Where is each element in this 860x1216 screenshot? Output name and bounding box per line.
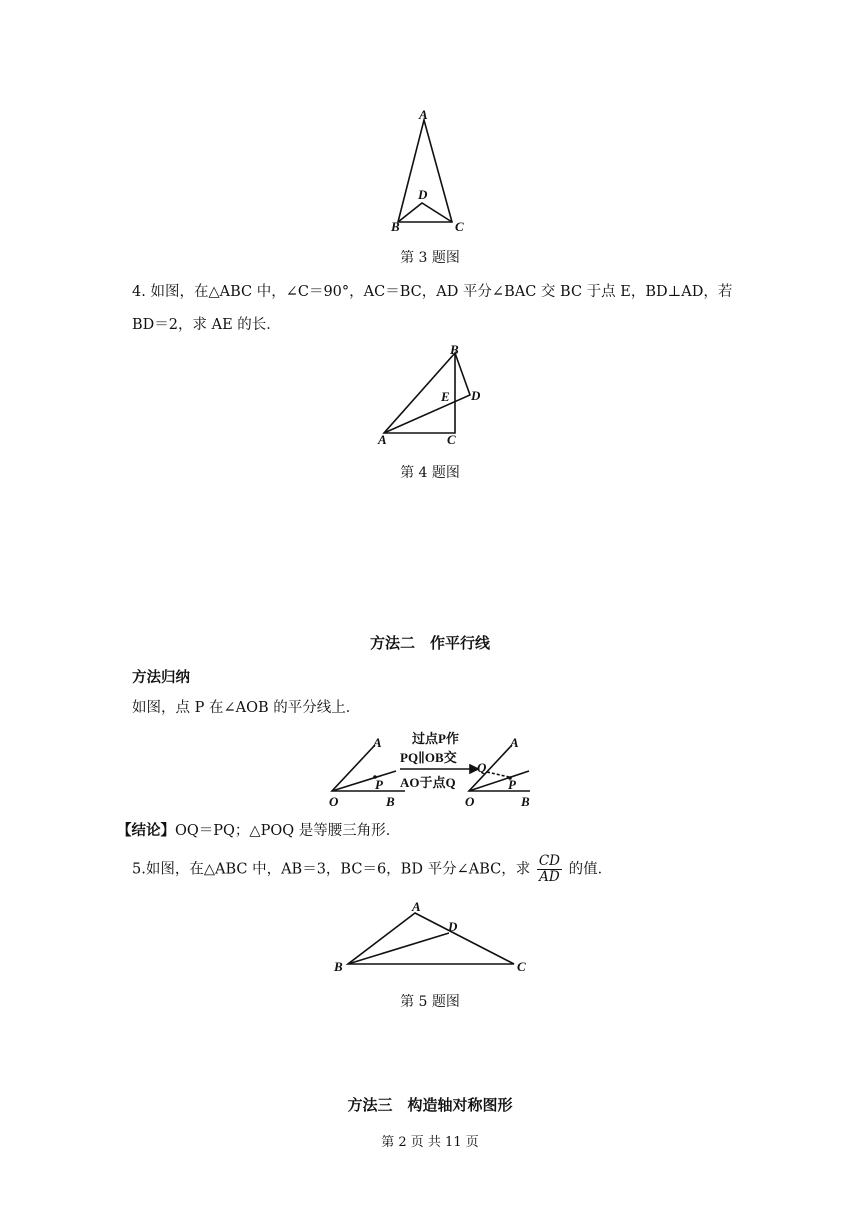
- label-a: A: [378, 432, 387, 447]
- label-b: B: [450, 342, 459, 357]
- label-a: A: [412, 899, 421, 914]
- conclusion-text: OQ＝PQ；△POQ 是等腰三角形．: [175, 823, 401, 839]
- label-d: D: [418, 187, 428, 202]
- triangle-abc: [398, 120, 452, 222]
- right-label-b: B: [521, 794, 530, 809]
- problem-5: [132, 854, 612, 885]
- method-3-heading: 方法三 构造轴对称图形: [347, 1096, 513, 1114]
- right-label-a: A: [510, 735, 519, 750]
- right-label-p: P: [508, 777, 516, 792]
- label-c: C: [447, 432, 456, 447]
- conclusion: [117, 820, 400, 842]
- label-c: C: [517, 959, 526, 974]
- left-label-p: P: [375, 777, 383, 792]
- arrow-text-2: PQ∥OB交: [400, 750, 457, 765]
- figure-4-caption: 第 4 题图: [400, 465, 460, 481]
- figure-3: [380, 100, 480, 240]
- right-label-q: Q: [477, 760, 487, 775]
- label-e: E: [441, 389, 450, 404]
- segment-pq: [487, 772, 509, 777]
- method-diagram: [320, 725, 550, 815]
- label-b: B: [334, 959, 343, 974]
- segment-bd: [348, 933, 449, 964]
- page-footer: 第 2 页 共 11 页: [381, 1135, 479, 1150]
- label-d: D: [471, 388, 481, 403]
- fraction-denominator: AD: [539, 869, 560, 885]
- label-c: C: [455, 219, 464, 234]
- figure-5-caption: 第 5 题图: [400, 994, 460, 1010]
- segment-bdc: [398, 203, 452, 222]
- figure-3-caption: 第 3 题图: [400, 250, 460, 266]
- fraction-cd-ad: [537, 854, 562, 885]
- right-label-o: O: [465, 794, 475, 809]
- label-d: D: [448, 919, 458, 934]
- conclusion-tag: 【结论】: [117, 823, 175, 839]
- left-angle: [332, 745, 405, 791]
- label-b: B: [391, 219, 400, 234]
- left-label-a: A: [373, 735, 382, 750]
- left-label-b: B: [386, 794, 395, 809]
- problem-5-text: 5.如图，在△ABC 中，AB＝3，BC＝6，BD 平分∠ABC，求: [132, 861, 531, 878]
- label-a: A: [419, 107, 428, 122]
- method-summary-heading: 方法归纳: [132, 670, 190, 686]
- arrow-text-1: 过点P作: [412, 731, 459, 746]
- method-2-heading: 方法二 作平行线: [369, 634, 490, 652]
- figure-4: [370, 340, 500, 450]
- fraction-numerator: CD: [538, 853, 560, 869]
- problem-4-line-1: 4. 如图，在△ABC 中，∠C＝90°，AC＝BC，AD 平分∠BAC 交 BC 于点 E，BD⊥AD，若: [132, 284, 733, 300]
- problem-4-line-2: BD＝2，求 AE 的长．: [132, 317, 281, 333]
- figure-5: [330, 898, 540, 978]
- arrow-text-3: AO于点Q: [400, 775, 456, 790]
- left-label-o: O: [329, 794, 339, 809]
- segment-adb: [384, 353, 470, 433]
- problem-5-text-end: 的值．: [568, 861, 613, 878]
- method-2-intro: 如图，点 P 在∠AOB 的平分线上．: [132, 700, 361, 716]
